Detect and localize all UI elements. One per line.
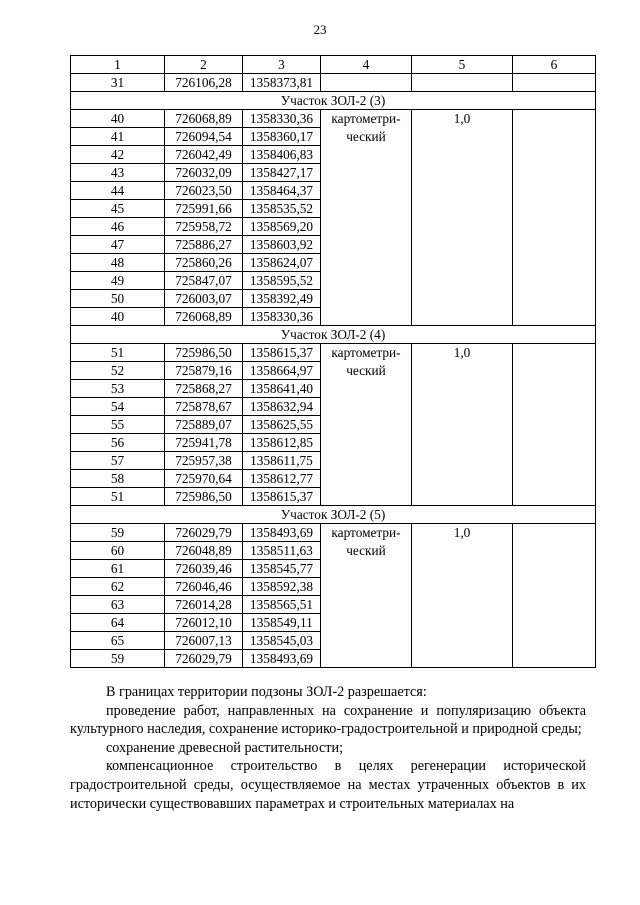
coord-y: 1358427,17 [243,164,321,182]
coord-y: 1358615,37 [243,488,321,506]
table-row [71,344,596,362]
point-number: 60 [71,542,165,560]
page-number: 23 [313,22,327,37]
coord-x: 726106,28 [165,74,243,92]
section-title-row [71,506,596,524]
coord-y: 1358641,40 [243,380,321,398]
coord-x: 725868,27 [165,380,243,398]
coord-y: 1358330,36 [243,110,321,128]
point-number: 45 [71,200,165,218]
coord-x: 725986,50 [165,488,243,506]
point-number: 64 [71,614,165,632]
coord-y: 1358464,37 [243,182,321,200]
coord-y: 1358392,49 [243,290,321,308]
coord-x: 725991,66 [165,200,243,218]
section-title-row [71,92,596,110]
coord-x: 726048,89 [165,542,243,560]
point-number: 57 [71,452,165,470]
coord-x: 725970,64 [165,470,243,488]
coord-y: 1358360,17 [243,128,321,146]
accuracy-cell: 1,0 [412,344,513,506]
point-number: 49 [71,272,165,290]
coord-x: 725847,07 [165,272,243,290]
point-number: 52 [71,362,165,380]
point-number: 61 [71,560,165,578]
coord-y: 1358549,11 [243,614,321,632]
section-title: Участок ЗОЛ-2 (5) [71,506,596,524]
coord-x: 726032,09 [165,164,243,182]
point-number: 40 [71,110,165,128]
coord-x: 726014,28 [165,596,243,614]
coord-y: 1358603,92 [243,236,321,254]
coord-x: 725986,50 [165,344,243,362]
column-header: 6 [513,56,596,74]
section-title-row [71,326,596,344]
column-header: 5 [412,56,513,74]
coord-x: 726068,89 [165,110,243,128]
point-number: 50 [71,290,165,308]
coord-y: 1358330,36 [243,308,321,326]
coord-y: 1358612,77 [243,470,321,488]
point-number: 31 [71,74,165,92]
coord-y: 1358545,77 [243,560,321,578]
point-number: 43 [71,164,165,182]
coord-y: 1358511,63 [243,542,321,560]
coord-y: 1358545,03 [243,632,321,650]
column-header: 2 [165,56,243,74]
paragraph: В границах территории подзоны ЗОЛ-2 разрешается: [106,684,427,700]
coord-y: 1358615,37 [243,344,321,362]
table-row [71,524,596,542]
column-header: 4 [321,56,412,74]
coord-x: 726012,10 [165,614,243,632]
coord-x: 725889,07 [165,416,243,434]
point-number: 53 [71,380,165,398]
coord-y: 1358565,51 [243,596,321,614]
point-number: 40 [71,308,165,326]
coord-y: 1358612,85 [243,434,321,452]
point-number: 41 [71,128,165,146]
point-number: 56 [71,434,165,452]
coord-y: 1358595,52 [243,272,321,290]
coord-x: 726003,07 [165,290,243,308]
coord-x: 726068,89 [165,308,243,326]
coord-y: 1358592,38 [243,578,321,596]
point-number: 63 [71,596,165,614]
table-row [71,110,596,128]
point-number: 62 [71,578,165,596]
table-row [71,74,596,92]
empty-cell [513,524,596,668]
coord-x: 725879,16 [165,362,243,380]
coord-x: 726039,46 [165,560,243,578]
coord-y: 1358493,69 [243,650,321,668]
coord-x: 725941,78 [165,434,243,452]
coord-x: 725958,72 [165,218,243,236]
coord-y: 1358611,75 [243,452,321,470]
coord-y: 1358535,52 [243,200,321,218]
paragraph: сохранение древесной растительности; [106,739,344,756]
method-cell: картометри-ческий [321,344,412,506]
empty-cell [412,74,513,92]
coord-x: 725957,38 [165,452,243,470]
section-title: Участок ЗОЛ-2 (3) [71,92,596,110]
point-number: 44 [71,182,165,200]
coord-x: 726029,79 [165,650,243,668]
empty-cell [513,74,596,92]
section-title: Участок ЗОЛ-2 (4) [71,326,596,344]
empty-cell [321,74,412,92]
method-cell: картометри-ческий [321,110,412,326]
coord-y: 1358569,20 [243,218,321,236]
accuracy-cell: 1,0 [412,524,513,668]
coord-y: 1358624,07 [243,254,321,272]
coord-x: 725860,26 [165,254,243,272]
point-number: 58 [71,470,165,488]
paragraph: компенсационное строительство в целях регенерации исторической градостроительной среды, осуществляемое на местах утраченных объектов в их исторически существовавших параметрах и строительных материалах на [70,758,586,812]
coord-x: 725886,27 [165,236,243,254]
coord-y: 1358664,97 [243,362,321,380]
coord-x: 726007,13 [165,632,243,650]
coord-x: 726029,79 [165,524,243,542]
coord-y: 1358493,69 [243,524,321,542]
coord-x: 726042,49 [165,146,243,164]
point-number: 59 [71,524,165,542]
table-header-row [71,56,596,74]
coord-y: 1358406,83 [243,146,321,164]
coord-x: 726023,50 [165,182,243,200]
point-number: 51 [71,488,165,506]
coord-y: 1358373,81 [243,74,321,92]
point-number: 46 [71,218,165,236]
point-number: 59 [71,650,165,668]
column-header: 1 [71,56,165,74]
point-number: 54 [71,398,165,416]
coord-y: 1358625,55 [243,416,321,434]
point-number: 47 [71,236,165,254]
empty-cell [513,110,596,326]
body-text [70,683,586,813]
accuracy-cell: 1,0 [412,110,513,326]
coord-y: 1358632,94 [243,398,321,416]
paragraph: проведение работ, направленных на сохранение и популяризацию объекта культурного наследия, сохранение историко-градостроительной и природной среды; [70,702,586,738]
coord-x: 725878,67 [165,398,243,416]
point-number: 65 [71,632,165,650]
point-number: 55 [71,416,165,434]
point-number: 42 [71,146,165,164]
coord-x: 726046,46 [165,578,243,596]
coordinates-table [70,55,596,668]
method-cell: картометри-ческий [321,524,412,668]
empty-cell [513,344,596,506]
coord-x: 726094,54 [165,128,243,146]
column-header: 3 [243,56,321,74]
point-number: 48 [71,254,165,272]
point-number: 51 [71,344,165,362]
